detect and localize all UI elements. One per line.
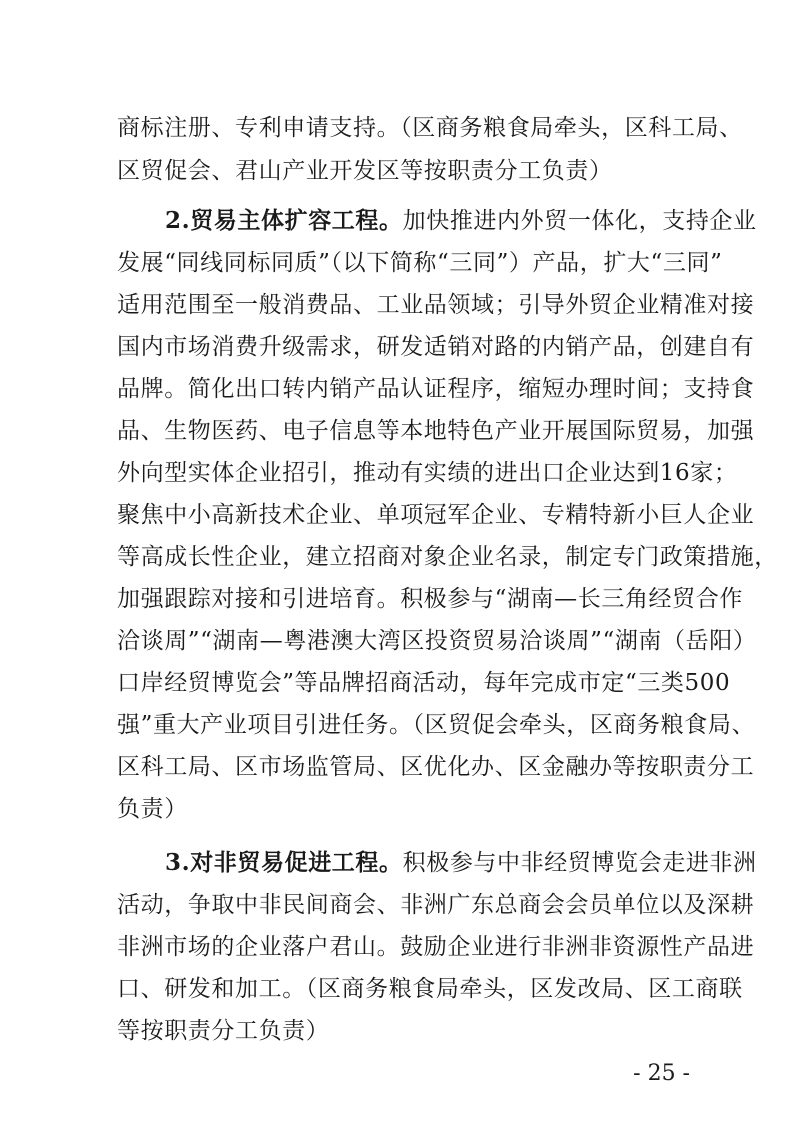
paragraph-2-line-1 <box>165 205 757 237</box>
paragraph-3-line-2: 活动，争取中非民间商会、非洲广东总商会会员单位以及深耕 <box>117 892 755 918</box>
paragraph-3-line-1-text: 积极参与中非经贸博览会走进非洲 <box>402 850 757 876</box>
page-number: - 25 - <box>633 1061 690 1086</box>
paragraph-2-line-10: 加强跟踪对接和引进培育。积极参与“湖南—长三角经贸合作 <box>117 586 743 612</box>
paragraph-3-line-3: 非洲市场的企业落户君山。鼓励企业进行非洲非资源性产品进 <box>117 934 755 960</box>
paragraph-2-line-13: 强”重大产业项目引进任务。（区贸促会牵头，区商务粮食局、 <box>117 712 756 738</box>
paragraph-2-line-15: 负责） <box>117 796 188 822</box>
paragraph-2-line-5: 品牌。简化出口转内销产品认证程序，缩短办理时间；支持食 <box>117 376 755 402</box>
paragraph-3-line-5: 等按职责分工负责） <box>117 1018 330 1044</box>
paragraph-1-line-2: 区贸促会、君山产业开发区等按职责分工负责） <box>117 158 613 184</box>
paragraph-2-line-12: 口岸经贸博览会”等品牌招商活动，每年完成市定“三类500 <box>117 670 731 696</box>
paragraph-2-line-4: 国内市场消费升级需求，研发适销对路的内销产品，创建自有 <box>117 334 755 360</box>
paragraph-2-line-2: 发展“同线同标同质”（以下简称“三同”）产品，扩大“三同” <box>117 250 723 276</box>
paragraph-3-line-1 <box>165 847 757 879</box>
paragraph-2-heading: 2.贸易主体扩容工程。 <box>165 207 403 234</box>
paragraph-2-line-11: 洽谈周”“湖南—粤港澳大湾区投资贸易洽谈周”“湖南（岳阳） <box>117 628 757 654</box>
paragraph-2-line-7: 外向型实体企业招引，推动有实绩的进出口企业达到16家； <box>117 460 738 486</box>
paragraph-2-line-1-text: 加快推进内外贸一体化，支持企业 <box>402 208 757 234</box>
paragraph-2-line-3: 适用范围至一般消费品、工业品领域；引导外贸企业精准对接 <box>117 292 755 318</box>
paragraph-1-line-1: 商标注册、专利申请支持。（区商务粮食局牵头，区科工局、 <box>117 115 743 141</box>
paragraph-2-line-8: 聚焦中小高新技术企业、单项冠军企业、专精特新小巨人企业 <box>117 502 755 528</box>
paragraph-3-heading: 3.对非贸易促进工程。 <box>165 849 403 876</box>
paragraph-2-line-14: 区科工局、区市场监管局、区优化办、区金融办等按职责分工 <box>117 754 755 780</box>
paragraph-2-line-9: 等高成长性企业，建立招商对象企业名录，制定专门政策措施， <box>117 544 778 570</box>
paragraph-3-line-4: 口、研发和加工。（区商务粮食局牵头，区发改局、区工商联 <box>117 976 743 1002</box>
paragraph-2-line-6: 品、生物医药、电子信息等本地特色产业开展国际贸易，加强 <box>117 418 755 444</box>
